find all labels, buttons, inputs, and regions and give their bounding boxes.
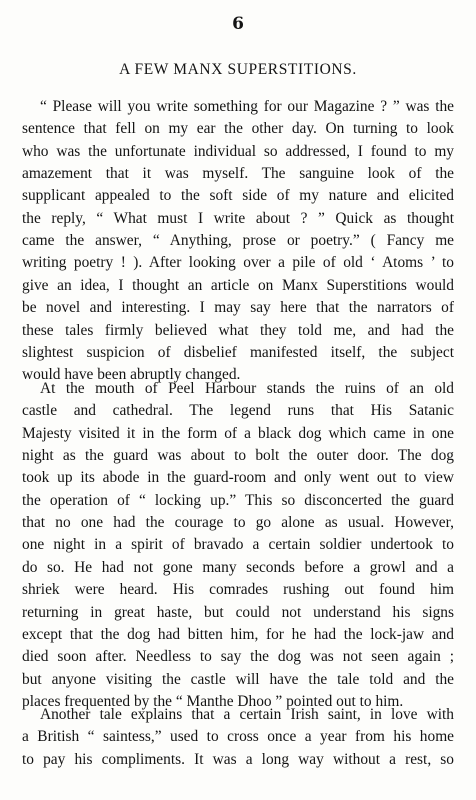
text-line: but anyone visiting the castle will have the tale told and the <box>22 670 454 688</box>
page-number: 6 <box>232 14 244 34</box>
paragraph-first-line: Another tale explains that a certain Irish saint, in love with <box>40 706 454 723</box>
article-title: A FEW MANX SUPERSTITIONS. <box>119 61 357 78</box>
text-line: took up its abode in the guard-room and only went out to view <box>22 469 454 487</box>
text-line: night as the guard was about to bolt the outer door. The dog <box>22 447 454 465</box>
text-line: a British “ saintess,” used to cross once a year from his home <box>22 728 454 746</box>
text-line: who was the unfortunate individual so addressed, I found to my <box>22 142 454 160</box>
text-line: except that the dog had bitten him, for he had the lock-jaw and <box>22 625 454 643</box>
text-line: be novel and interesting. I may say here that the narrators of <box>22 299 454 317</box>
text-line: give an idea, I thought an article on Manx Superstitions would <box>22 276 454 294</box>
text-line: came the answer, “ Anything, prose or poetry.” ( Fancy me <box>22 232 454 250</box>
text-line: returning in great haste, but could not understand his signs <box>22 603 454 621</box>
paragraph-first-line: At the mouth of Peel Harbour stands the ruins of an old <box>40 380 454 397</box>
text-line: writing poetry ! ). After looking over a pile of old ‘ Atoms ’ to <box>22 254 454 272</box>
text-line: amazement that it was myself. The sanguine look of the <box>22 165 454 183</box>
text-line: would have been abruptly changed. <box>22 366 241 384</box>
text-line: do so. He had not gone many seconds before a growl and a <box>22 558 454 576</box>
text-line: castle and cathedral. The legend runs that His Satanic <box>22 402 454 420</box>
text-line: the reply, “ What must I write about ? ” Quick as thought <box>22 209 454 227</box>
text-line: the operation of “ locking up.” This so disconcerted the guard <box>22 491 454 509</box>
text-line: places frequented by the “ Manthe Dhoo ” pointed out to him. <box>22 692 404 710</box>
text-line: to pay his compliments. It was a long way without a rest, so <box>22 750 454 768</box>
text-line: slightest suspicion of disbelief manifested itself, the subject <box>22 343 454 361</box>
text-line: these tales firmly believed what they told me, and had the <box>22 321 454 339</box>
text-line: Majesty visited it in the form of a black dog which came in one <box>22 424 454 442</box>
text-line: died soon after. Needless to say the dog was not seen again ; <box>22 648 454 666</box>
text-line: one night in a spirit of bravado a certain soldier undertook to <box>22 536 454 554</box>
text-line: shriek were heard. His comrades rushing out found him <box>22 581 454 599</box>
paragraph-first-line: “ Please will you write something for our Magazine ? ” was the <box>40 98 454 115</box>
text-line: that no one had the courage to go alone as usual. However, <box>22 514 454 532</box>
text-line: sentence that fell on my ear the other day. On turning to look <box>22 120 454 138</box>
text-line: supplicant appealed to the soft side of my nature and elicited <box>22 187 454 205</box>
